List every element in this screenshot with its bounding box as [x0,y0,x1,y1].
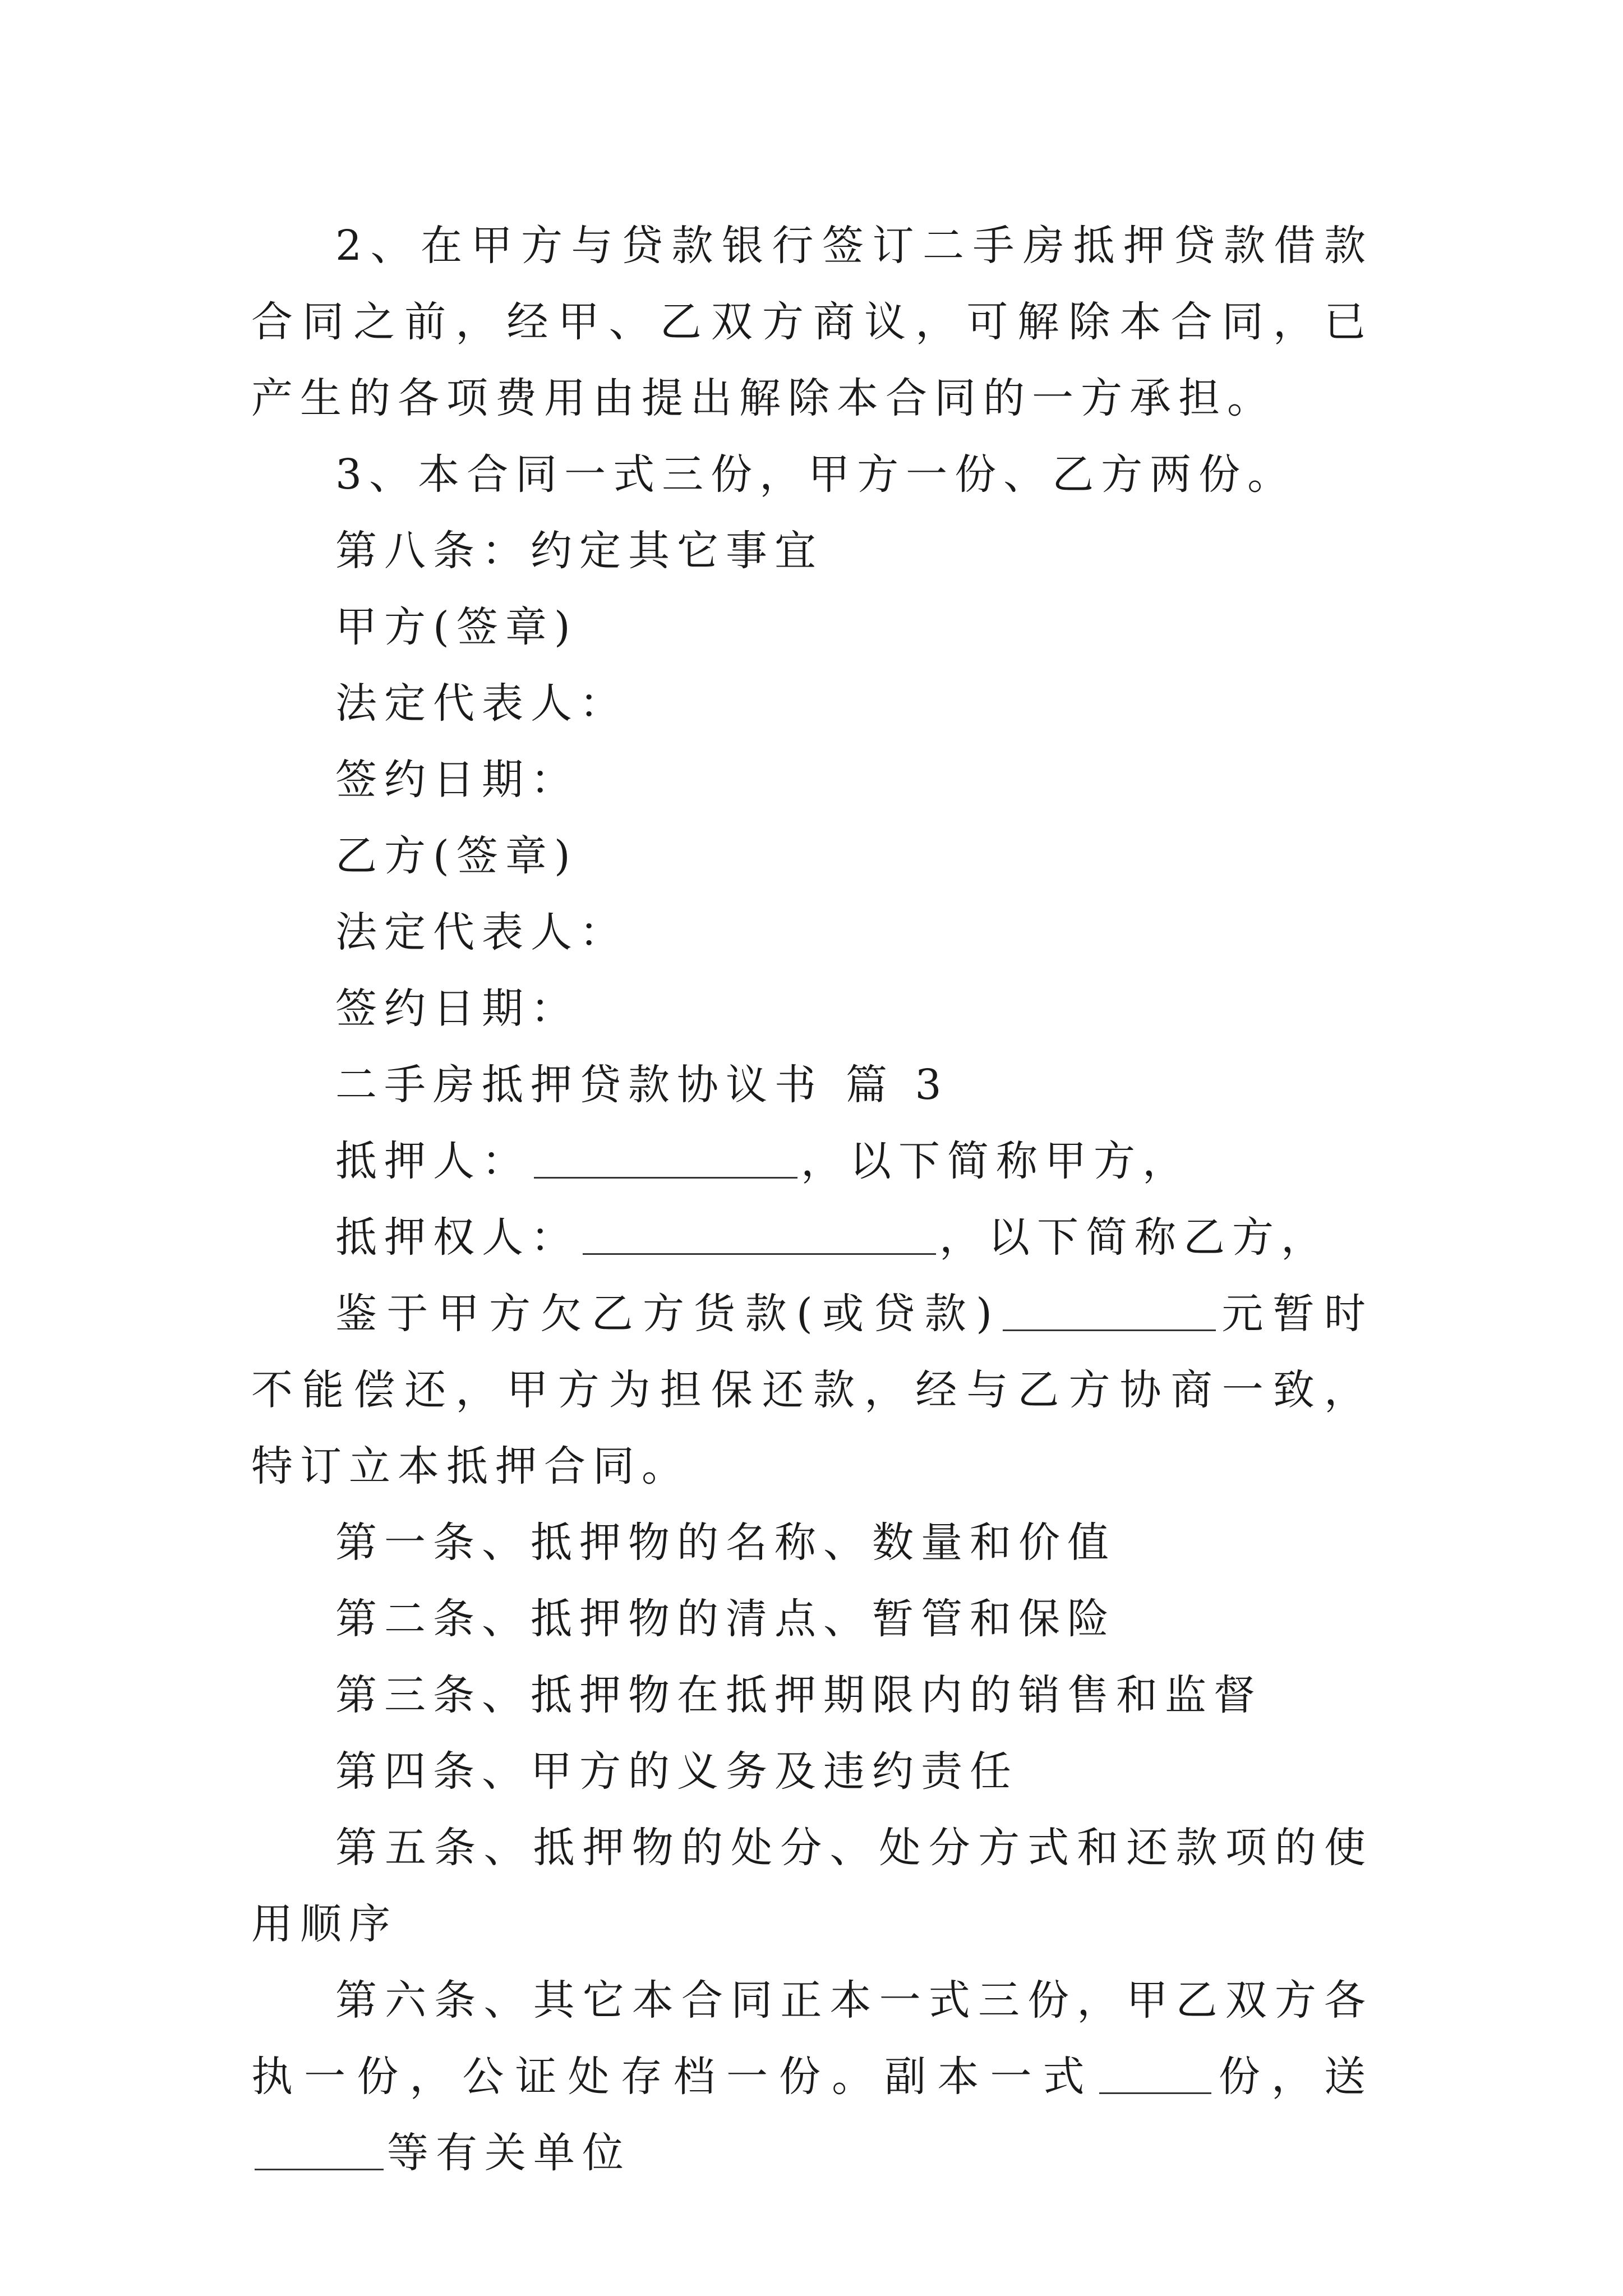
section-title-part: 篇 3 [846,1061,949,1109]
mortgagee-suffix: ，以下简称乙方， [939,1213,1330,1262]
recital-paragraph [251,1276,1373,1504]
section-title [251,1047,1373,1123]
clause-2-paragraph: 2、在甲方与贷款银行签订二手房抵押贷款借款合同之前，经甲、乙双方商议，可解除本合同，已产生的各项费用由提出解除本合同的一方承担。 [251,222,1373,422]
recital-part-a: 鉴于甲方欠乙方货款(或贷款) [335,1290,1000,1338]
party-b-signature-label: 乙方(签章) [335,832,578,880]
mortgagor-blank [534,1142,797,1179]
mortgagor-line [251,1123,1373,1199]
article-8-heading: 第八条：约定其它事宜 [335,527,823,575]
mortgagee-label: 抵押权人： [335,1213,579,1262]
article-6 [251,1962,1373,2191]
party-b-representative-label: 法定代表人： [335,908,628,956]
article-2: 第二条、抵押物的清点、暂管和保险 [335,1595,1116,1643]
document-body [251,208,1373,2191]
mortgagor-suffix: ，以下简称甲方， [801,1137,1191,1185]
article-1: 第一条、抵押物的名称、数量和价值 [335,1519,1116,1567]
article-6-part-c: 等有关单位 [387,2129,631,2177]
article-5: 第五条、抵押物的处分、处分方式和还款项的使用顺序 [251,1824,1373,1948]
mortgagee-blank [583,1218,936,1255]
article-3: 第三条、抵押物在抵押期限内的销售和监督 [335,1671,1262,1719]
party-a-signature-label: 甲方(签章) [335,603,578,651]
article-6-part-a: 第六条、其它本合同正本一式三份，甲乙双方各执一份，公证处存档一份。副本一式 [251,1976,1373,2101]
recipient-blank [255,2134,384,2170]
copies-blank [1099,2058,1211,2094]
recital-part-b: 元暂时不能偿还，甲方为担保还款，经与乙方协商一致，特订立本抵押合同。 [251,1290,1373,1490]
amount-blank [1003,1295,1216,1331]
clause-3-paragraph: 3、本合同一式三份，甲方一份、乙方两份。 [335,450,1297,499]
party-a-representative-label: 法定代表人： [335,679,628,728]
mortgagee-line [251,1199,1373,1276]
article-4: 第四条、甲方的义务及违约责任 [335,1747,1018,1796]
party-b-date-label: 签约日期： [335,984,579,1033]
section-title-main: 二手房抵押贷款协议书 [335,1061,823,1109]
party-a-date-label: 签约日期： [335,756,579,804]
article-6-part-b: 份，送 [1214,2053,1373,2101]
mortgagor-label: 抵押人： [335,1137,531,1185]
